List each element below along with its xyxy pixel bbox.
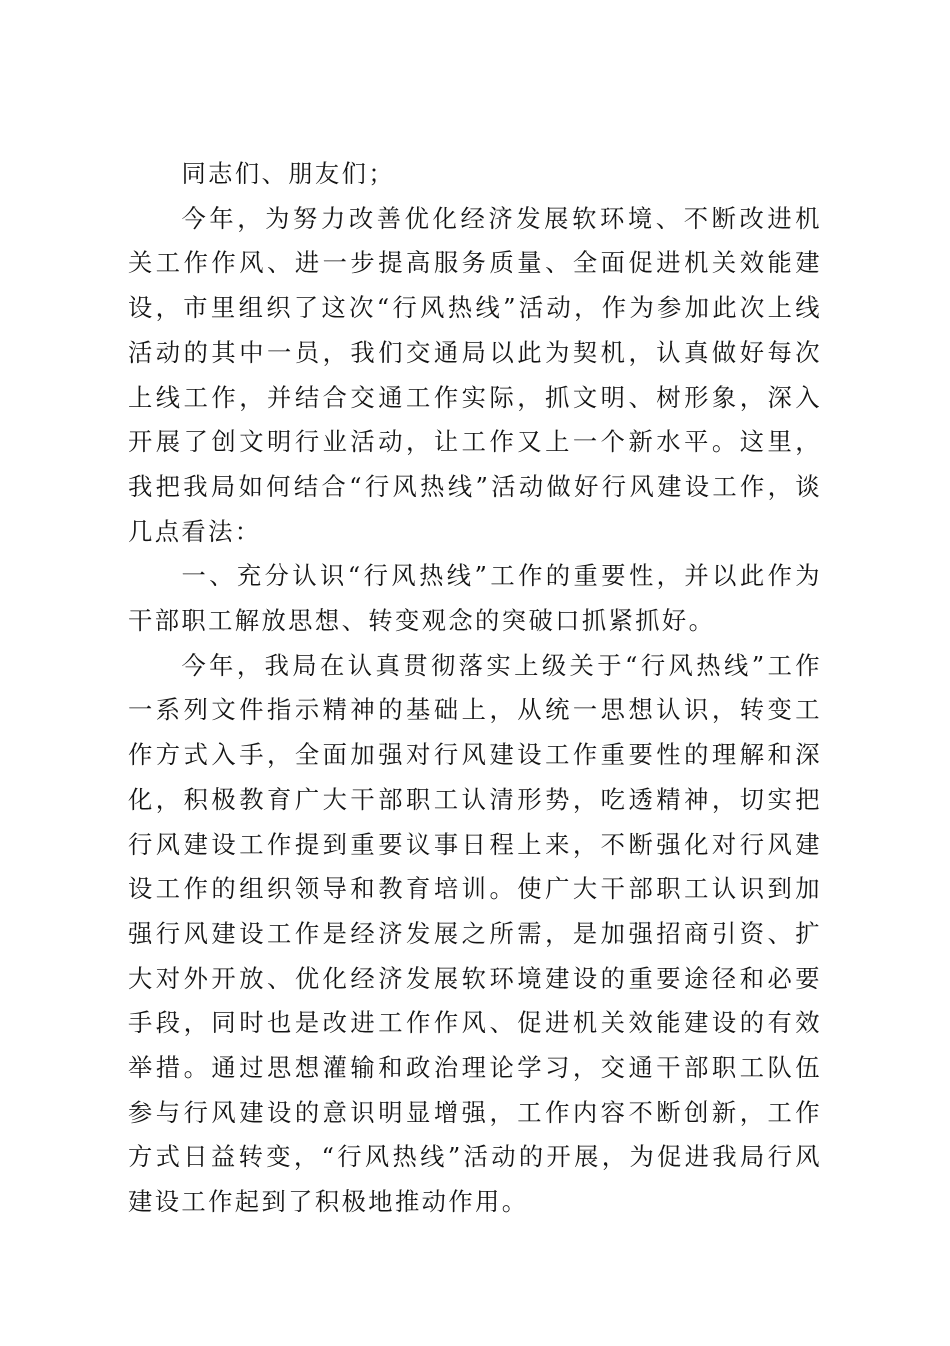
section-heading-1: 一、充分认识“行风热线”工作的重要性，并以此作为干部职工解放思想、转变观念的突破口抓紧抓好。 xyxy=(128,561,822,636)
paragraph-intro: 今年，为努力改善优化经济发展软环境、不断改进机关工作作风、进一步提高服务质量、全面促进机关效能建设，市里组织了这次“行风热线”活动，作为参加此次上线活动的其中一员，我们交通局以此为契机，认真做好每次上线工作，并结合交通工作实际，抓文明、树形象，深入开展了创文明行业活动，让工作又上一个新水平。这里，我把我局如何结合“行风热线”活动做好行风建设工作，谈几点看法： xyxy=(128,203,822,546)
document-body xyxy=(128,152,822,1225)
paragraph-section-1: 今年，我局在认真贯彻落实上级关于“行风热线”工作一系列文件指示精神的基础上，从统一思想认识，转变工作方式入手，全面加强对行风建设工作重要性的理解和深化，积极教育广大干部职工认清形势，吃透精神，切实把行风建设工作提到重要议事日程上来，不断强化对行风建设工作的组织领导和教育培训。使广大干部职工认识到加强行风建设工作是经济发展之所需，是加强招商引资、扩大对外开放、优化经济发展软环境建设的重要途径和必要手段，同时也是改进工作作风、促进机关效能建设的有效举措。通过思想灌输和政治理论学习，交通干部职工队伍参与行风建设的意识明显增强，工作内容不断创新，工作方式日益转变，“行风热线”活动的开展，为促进我局行风建设工作起到了积极地推动作用。 xyxy=(128,650,822,1217)
greeting-line: 同志们、朋友们； xyxy=(181,159,396,188)
